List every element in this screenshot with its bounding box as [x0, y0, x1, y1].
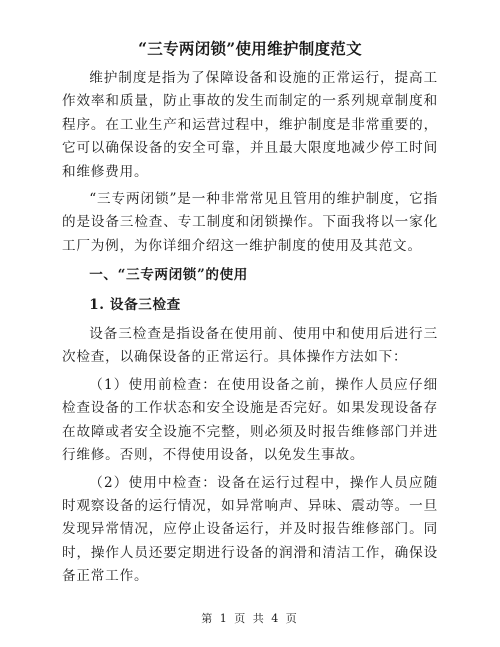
body-paragraph-1: 设备三检查是指设备在使用前、使用中和使用后进行三次检查，以确保设备的正常运行。具体操作方法如下：	[62, 326, 438, 366]
intro-paragraph-2: “三专两闭锁”是一种非常常见且管用的维护制度，它指的是设备三检查、专工制度和闭锁操作。下面我将以一家化工厂为例，为你详细介绍这一维护制度的使用及其范文。	[62, 191, 438, 254]
body-paragraph-2: （1）使用前检查：在使用设备之前，操作人员应仔细检查设备的工作状态和安全设施是否完好。如果发现设备存在故障或者安全设施不完整，则必须及时报告维修部门并进行维修。否则，不得使用设备，以免发生事故。	[62, 376, 438, 464]
document-title: “三专两闭锁”使用维护制度范文	[138, 39, 362, 58]
intro-paragraph-1: 维护制度是指为了保障设备和设施的正常运行，提高工作效率和质量，防止事故的发生而制定的一系列规章制度和程序。在工业生产和运营过程中，维护制度是非常重要的，它可以确保设备的安全可靠，并且最大限度地减少停工时间和维修费用。	[62, 70, 438, 180]
subsection-heading: 1. 设备三检查	[89, 296, 181, 313]
body-paragraph-3: （2）使用中检查：设备在运行过程中，操作人员应随时观察设备的运行情况，如异常响声、异味、震动等。一旦发现异常情况，应停止设备运行，并及时报告维修部门。同时，操作人员还要定期进行设备的润滑和清洁工作，确保设备正常工作。	[62, 474, 438, 585]
section-heading: 一、“三专两闭锁”的使用	[89, 267, 248, 284]
page-number-footer: 第 1 页 共 4 页	[201, 612, 299, 625]
